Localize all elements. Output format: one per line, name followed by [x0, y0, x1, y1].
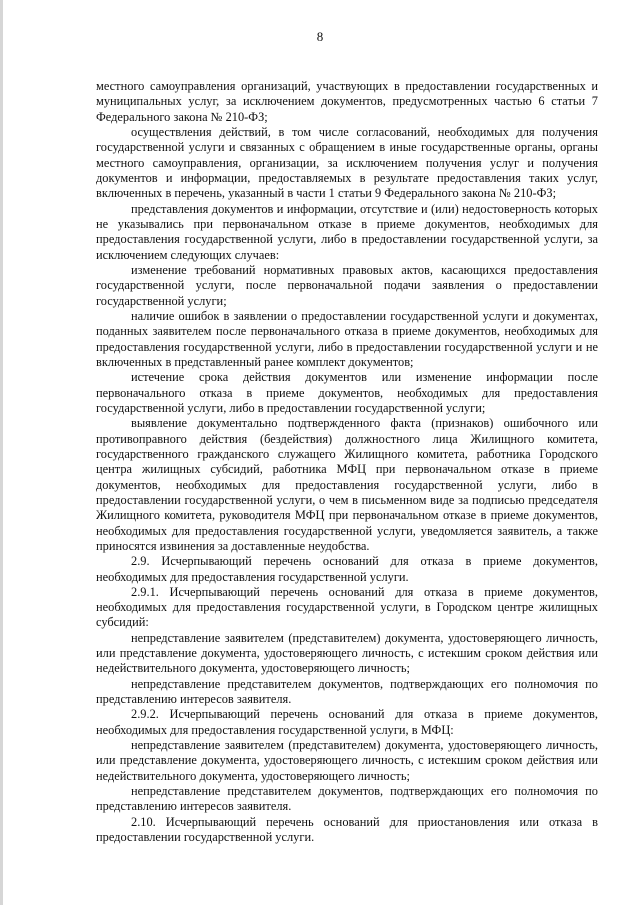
- scan-edge: [0, 0, 3, 905]
- paragraph: местного самоуправления организаций, участвующих в предоставлении государственных и муниципальных услуг, за исключением документов, предусмотренных частью 6 статьи 7 Федерального закона № 210-ФЗ;: [96, 79, 598, 124]
- paragraph: представления документов и информации, отсутствие и (или) недостоверность которых не указывались при первоначальном отказе в приеме документов, необходимых для предоставления государственной услуги, либо в предоставлении государственной услуги, за исключением следующих случаев:: [96, 201, 598, 262]
- paragraph: осуществления действий, в том числе согласований, необходимых для получения государственной услуги и связанных с обращением в иные государственные органы, органы местного самоуправления, организации, за исключением получения услуг и получения документов и информации, предоставляемых в результате предоставления таких услуг, включенных в перечень, указанный в части 1 статьи 9 Федерального закона № 210-ФЗ;: [96, 124, 598, 201]
- paragraph: непредставление заявителем (представителем) документа, удостоверяющего личность, или представление документа, удостоверяющего личность, с истекшим сроком действия или недействительного документа, удостоверяющего личность;: [96, 630, 598, 676]
- paragraph: наличие ошибок в заявлении о предоставлении государственной услуги и документах, поданных заявителем после первоначального отказа в приеме документов, необходимых для предоставления государственной услуги, либо в предоставлении государственной услуги и не включенных в представленный ранее комплект документов;: [96, 308, 598, 369]
- paragraph: непредставление представителем документов, подтверждающих его полномочия по представлению интересов заявителя.: [96, 784, 598, 814]
- section-heading-2-9-2: 2.9.2. Исчерпывающий перечень оснований для отказа в приеме документов, необходимых для предоставления государственной услуги, в МФЦ:: [96, 707, 598, 737]
- paragraph: непредставление заявителем (представителем) документа, удостоверяющего личность, или представление документа, удостоверяющего личность, с истекшим сроком действия или недействительного документа, удостоверяющего личность;: [96, 738, 598, 783]
- paragraph: непредставление представителем документов, подтверждающих его полномочия по представлению интересов заявителя.: [96, 676, 598, 707]
- section-heading-2-9-1: 2.9.1. Исчерпывающий перечень оснований для отказа в приеме документов, необходимых для предоставления государственной услуги, в Городском центре жилищных субсидий:: [96, 584, 598, 630]
- document-body: [96, 79, 598, 845]
- paragraph: изменение требований нормативных правовых актов, касающихся предоставления государственной услуги, после первоначальной подачи заявления о предоставлении государственной услуги;: [96, 262, 598, 308]
- section-heading-2-10: 2.10. Исчерпывающий перечень оснований для приостановления или отказа в предоставлении государственной услуги.: [96, 814, 598, 845]
- page-number: 8: [316, 29, 324, 44]
- section-heading-2-9: 2.9. Исчерпывающий перечень оснований для отказа в приеме документов, необходимых для предоставления государственной услуги.: [96, 554, 598, 584]
- paragraph: истечение срока действия документов или изменение информации после первоначального отказа в приеме документов, необходимых для предоставления государственной услуги, либо в предоставлении государственной услуги;: [96, 370, 598, 415]
- paragraph: выявление документально подтвержденного факта (признаков) ошибочного или противоправного действия (бездействия) должностного лица Жилищного комитета, государственного гражданского служащего Жилищного комитета, работника Городского центра жилищных субсидий, работника МФЦ при первоначальном отказе в приеме документов, необходимых для предоставления государственной услуги, либо в предоставлении государственной услуги, о чем в письменном виде за подписью председателя Жилищного комитета, руководителя МФЦ при первоначальном отказе в приеме документов, необходимых для предоставления государственной услуги, уведомляется заявитель, а также приносятся извинения за доставленные неудобства.: [96, 416, 598, 553]
